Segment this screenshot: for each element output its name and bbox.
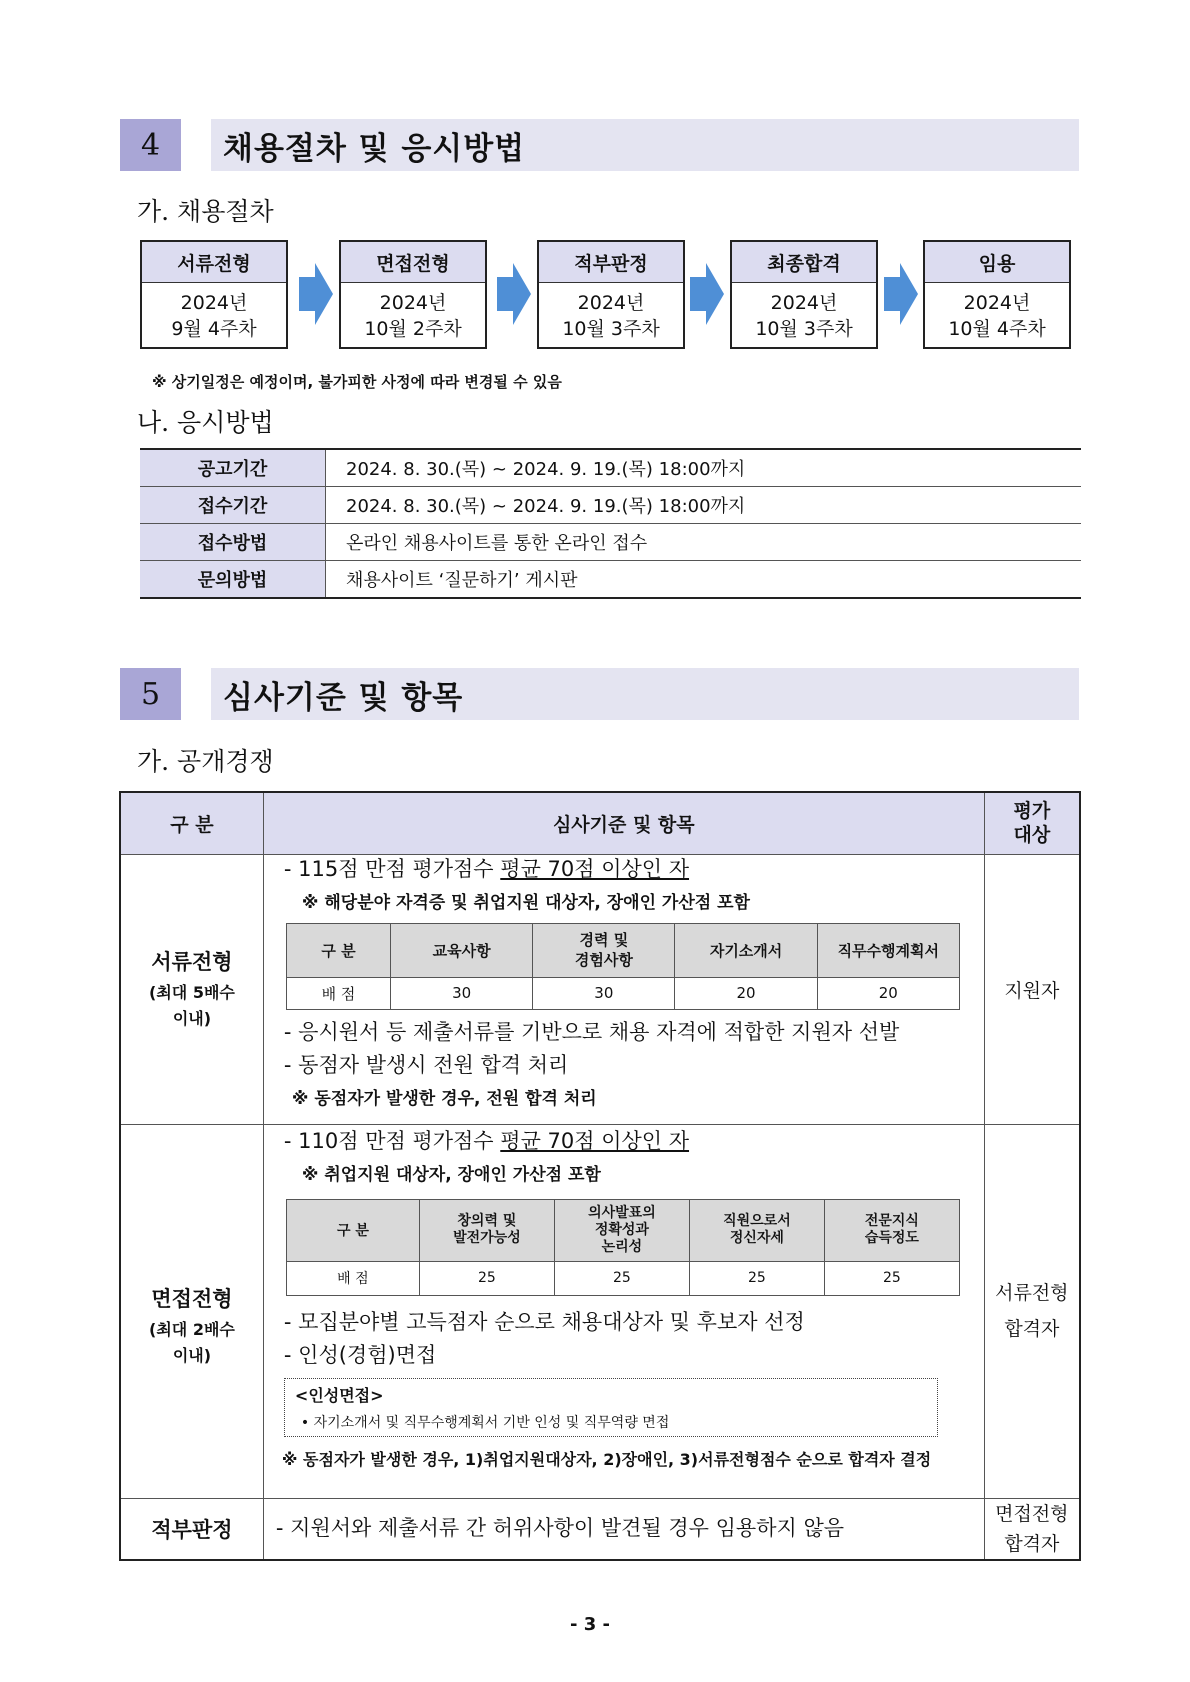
box-item: • 자기소개서 및 직무수행계획서 기반 인성 및 직무역량 면접 [300, 1414, 670, 1431]
header-target: 평가 대상 [984, 792, 1080, 854]
row-value: 채용사이트 ‘질문하기’ 게시판 [326, 561, 1082, 599]
table-row [140, 524, 1081, 561]
box-title: <인성면접> [294, 1385, 384, 1405]
row-value: 2024. 8. 30.(목) ~ 2024. 9. 19.(목) 18:00까지 [326, 487, 1082, 524]
arrow-right-icon [299, 263, 333, 325]
stage-label: 면접전형 (최대 2배수 이내) [120, 1124, 263, 1498]
criteria-line: - 115점 만점 평가점수 평균 70점 이상인 자 [283, 856, 690, 881]
table-row [140, 487, 1081, 524]
step-title: 서류전형 [142, 242, 286, 283]
step-title: 적부판정 [539, 242, 683, 283]
step-title: 면접전형 [341, 242, 485, 283]
step-week: 10월 2주차 [364, 317, 462, 340]
criteria-line: - 모집분야별 고득점자 순으로 채용대상자 및 후보자 선정 [283, 1309, 805, 1334]
row-label: 문의방법 [140, 561, 326, 599]
schedule-note: ※ 상기일정은 예정이며, 불가피한 사정에 따라 변경될 수 있음 [152, 373, 562, 391]
process-step [339, 240, 487, 349]
step-year: 2024년 [770, 291, 838, 314]
row-label: 접수방법 [140, 524, 326, 561]
stage-label: 서류전형 (최대 5배수 이내) [120, 854, 263, 1124]
stage-label: 적부판정 [120, 1498, 263, 1560]
process-step [730, 240, 878, 349]
criteria-line: - 응시원서 등 제출서류를 기반으로 채용 자격에 적합한 지원자 선발 [283, 1019, 900, 1044]
step-week: 10월 3주차 [755, 317, 853, 340]
stage-criteria [263, 1124, 984, 1498]
arrow-right-icon [497, 263, 531, 325]
criteria-note: ※ 해당분야 자격증 및 취업지원 대상자, 장애인 가산점 포함 [301, 892, 750, 913]
step-title: 최종합격 [732, 242, 876, 283]
stage-criteria: - 지원서와 제출서류 간 허위사항이 발견될 경우 임용하지 않음 [263, 1498, 984, 1560]
process-step [923, 240, 1071, 349]
subsection-heading: 가. 채용절차 [137, 197, 274, 226]
stage-target: 서류전형 합격자 [984, 1124, 1080, 1498]
score-table: 구 분 창의력 및 발전가능성 의사발표의 정확성과 논리성 직원으로서 정신자세 전문지식 습득정도 배 점 25 25 25 25 [286, 1199, 960, 1296]
criteria-line: - 110점 만점 평가점수 평균 70점 이상인 자 [283, 1128, 690, 1153]
header-criteria: 심사기준 및 항목 [263, 792, 984, 854]
step-year: 2024년 [379, 291, 447, 314]
section-title: 심사기준 및 항목 [211, 668, 1079, 720]
stage-target: 면접전형 합격자 [984, 1498, 1080, 1560]
table-header-row [120, 792, 1080, 854]
table-row [140, 561, 1081, 599]
step-year: 2024년 [180, 291, 248, 314]
table-row-document [120, 854, 1080, 1124]
process-step [537, 240, 685, 349]
criteria-table [119, 791, 1081, 1561]
section-number: 4 [120, 119, 181, 171]
row-value: 온라인 채용사이트를 통한 온라인 접수 [326, 524, 1082, 561]
score-table: 구 분 교육사항 경력 및 경험사항 자기소개서 직무수행계획서 배 점 30 30 20 20 [286, 923, 960, 1010]
header-category: 구 분 [120, 792, 263, 854]
step-week: 9월 4주차 [171, 317, 257, 340]
step-week: 10월 3주차 [562, 317, 660, 340]
stage-target: 지원자 [984, 854, 1080, 1124]
section-title: 채용절차 및 응시방법 [211, 119, 1079, 171]
criteria-note: ※ 취업지원 대상자, 장애인 가산점 포함 [301, 1164, 601, 1185]
page-number: - 3 - [570, 1614, 610, 1635]
subsection-heading: 나. 응시방법 [137, 408, 274, 437]
subsection-heading: 가. 공개경쟁 [137, 747, 274, 776]
criteria-line: - 동점자 발생시 전원 합격 처리 [283, 1052, 569, 1077]
criteria-note: ※ 동점자가 발생한 경우, 1)취업지원대상자, 2)장애인, 3)서류전형점수 순으로 합격자 결정 [281, 1449, 932, 1469]
criteria-line: - 인성(경험)면접 [283, 1342, 437, 1367]
step-week: 10월 4주차 [948, 317, 1046, 340]
step-year: 2024년 [577, 291, 645, 314]
criteria-note: ※ 동점자가 발생한 경우, 전원 합격 처리 [291, 1088, 597, 1109]
section-number: 5 [120, 668, 181, 720]
process-step [140, 240, 288, 349]
table-row-suitability [120, 1498, 1080, 1560]
row-label: 공고기간 [140, 449, 326, 487]
apply-method-table [140, 448, 1081, 599]
step-title: 임용 [925, 242, 1069, 283]
step-year: 2024년 [963, 291, 1031, 314]
stage-criteria [263, 854, 984, 1124]
interview-info-box [284, 1378, 938, 1437]
table-row [140, 449, 1081, 487]
row-label: 접수기간 [140, 487, 326, 524]
table-row-interview [120, 1124, 1080, 1498]
arrow-right-icon [884, 263, 918, 325]
arrow-right-icon [690, 263, 724, 325]
row-value: 2024. 8. 30.(목) ~ 2024. 9. 19.(목) 18:00까지 [346, 459, 746, 480]
